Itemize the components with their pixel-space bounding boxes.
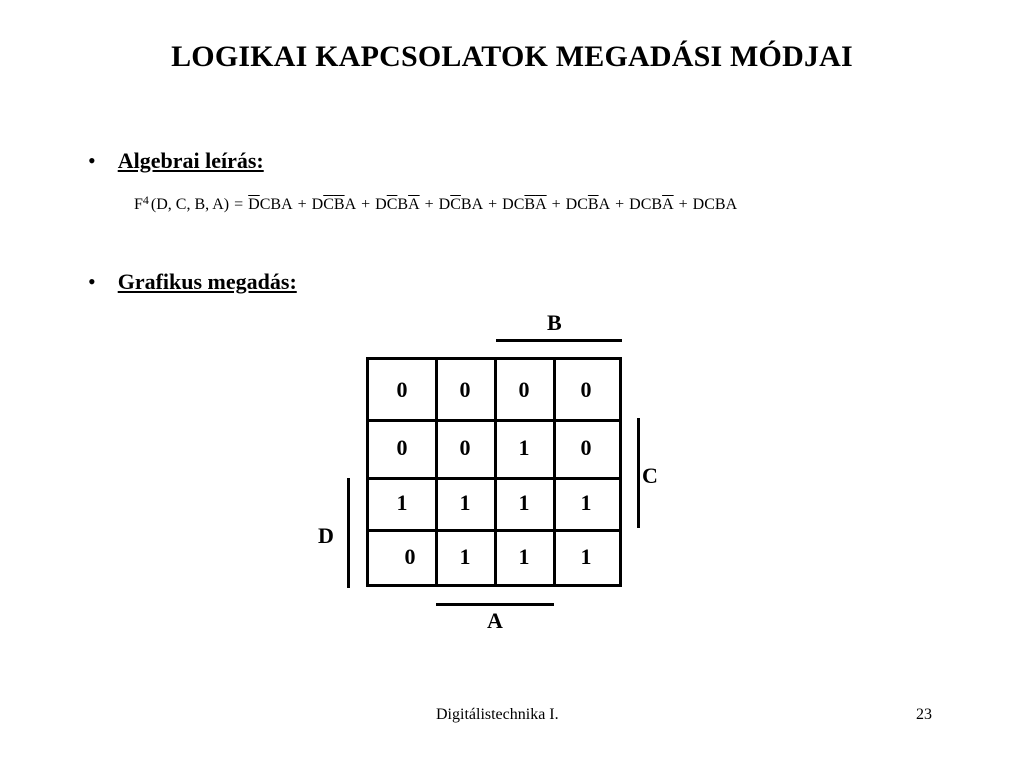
variable: B (270, 196, 282, 213)
formula-term (502, 196, 546, 214)
formula-terms (248, 196, 737, 214)
kmap-label-b: B (547, 310, 562, 335)
kmap-cell: 1 (580, 544, 592, 569)
negated-variable: $\overline{B}$ (587, 196, 599, 213)
bullet-label-algebraic: Algebrai leírás: (117, 148, 264, 173)
kmap-bar-d (347, 478, 350, 588)
plus-sign: + (551, 196, 561, 213)
function-name: F (134, 196, 143, 213)
footer-course: Digitálistechnika I. (436, 706, 559, 723)
kmap-bar-b (496, 339, 622, 342)
bullet-dot: • (88, 148, 96, 173)
variable: D (438, 196, 451, 213)
kmap-grid-vline (553, 360, 556, 584)
variable: D (692, 196, 705, 213)
kmap-grid-hline (369, 529, 619, 532)
variable: C (640, 196, 652, 213)
variable: B (460, 196, 472, 213)
plus-sign: + (424, 196, 434, 213)
boolean-formula (134, 193, 738, 214)
kmap-cell: 0 (396, 377, 408, 402)
variable: A (471, 196, 484, 213)
variable: C (259, 196, 271, 213)
variable: D (565, 196, 578, 213)
negated-variable: $\overline{B}$ (524, 196, 536, 213)
kmap-cell: 0 (404, 544, 416, 569)
equals-sign: = (234, 196, 244, 213)
variable: A (598, 196, 611, 213)
kmap-cell: 0 (580, 377, 592, 402)
variable: B (397, 196, 409, 213)
formula-term (629, 196, 673, 214)
kmap-cell: 1 (459, 544, 471, 569)
kmap-grid-hline (369, 419, 619, 422)
kmap-label-a: A (487, 608, 503, 633)
kmap-cell: 1 (518, 490, 530, 515)
kmap-label-c: C (642, 463, 658, 488)
plus-sign: + (615, 196, 625, 213)
bullet-label-graphical: Grafikus megadás: (117, 269, 297, 294)
karnaugh-map (366, 357, 622, 587)
variable: D (375, 196, 387, 213)
variable: C (577, 196, 588, 213)
kmap-cell: 0 (459, 435, 471, 460)
negated-variable: $\overline{B}$ (333, 196, 345, 213)
formula-term (693, 196, 737, 214)
plus-sign: + (297, 196, 307, 213)
variable: A (725, 196, 738, 213)
function-superscript: 4 (142, 193, 149, 207)
kmap-grid-vline (435, 360, 438, 584)
kmap-cell: 1 (396, 490, 408, 515)
kmap-bar-c (637, 418, 640, 528)
negated-variable: $\overline{C}$ (450, 196, 461, 213)
variable: D (311, 196, 324, 213)
negated-variable: $\overline{C}$ (323, 196, 334, 213)
variable: B (651, 196, 663, 213)
bullet-algebraic (88, 148, 264, 174)
variable: C (513, 196, 525, 213)
bullet-dot: • (88, 269, 96, 294)
plus-sign: + (361, 196, 371, 213)
negated-variable: $\overline{A}$ (408, 196, 420, 213)
negated-variable: $\overline{A}$ (535, 196, 547, 213)
variable: C (704, 196, 715, 213)
kmap-cell: 0 (459, 377, 471, 402)
kmap-label-d: D (318, 523, 334, 548)
kmap-grid-vline (494, 360, 497, 584)
formula-term (312, 196, 356, 214)
kmap-cell: 1 (459, 490, 471, 515)
variable: A (281, 196, 293, 213)
negated-variable: $\overline{D}$ (248, 196, 260, 213)
plus-sign: + (678, 196, 688, 213)
kmap-cell: 0 (518, 377, 530, 402)
variable: B (714, 196, 726, 213)
variable: D (502, 196, 514, 213)
footer-page-number: 23 (916, 706, 932, 723)
negated-variable: $\overline{C}$ (386, 196, 398, 213)
variable: D (629, 196, 641, 213)
kmap-cell: 1 (518, 435, 530, 460)
variable: A (344, 196, 357, 213)
kmap-grid-hline (369, 477, 619, 480)
plus-sign: + (488, 196, 498, 213)
slide-title: LOGIKAI KAPCSOLATOK MEGADÁSI MÓDJAI (171, 40, 853, 73)
negated-variable: $\overline{A}$ (662, 196, 674, 213)
bullet-graphical (88, 269, 297, 295)
kmap-cell: 0 (396, 435, 408, 460)
formula-term (248, 196, 292, 214)
kmap-bar-a (436, 603, 554, 606)
formula-term (375, 196, 419, 214)
kmap-cell: 0 (580, 435, 592, 460)
formula-term (439, 196, 483, 214)
kmap-cell: 1 (518, 544, 530, 569)
formula-term (566, 196, 610, 214)
kmap-cell: 1 (580, 490, 592, 515)
function-arguments: (D, C, B, A) (150, 196, 230, 213)
